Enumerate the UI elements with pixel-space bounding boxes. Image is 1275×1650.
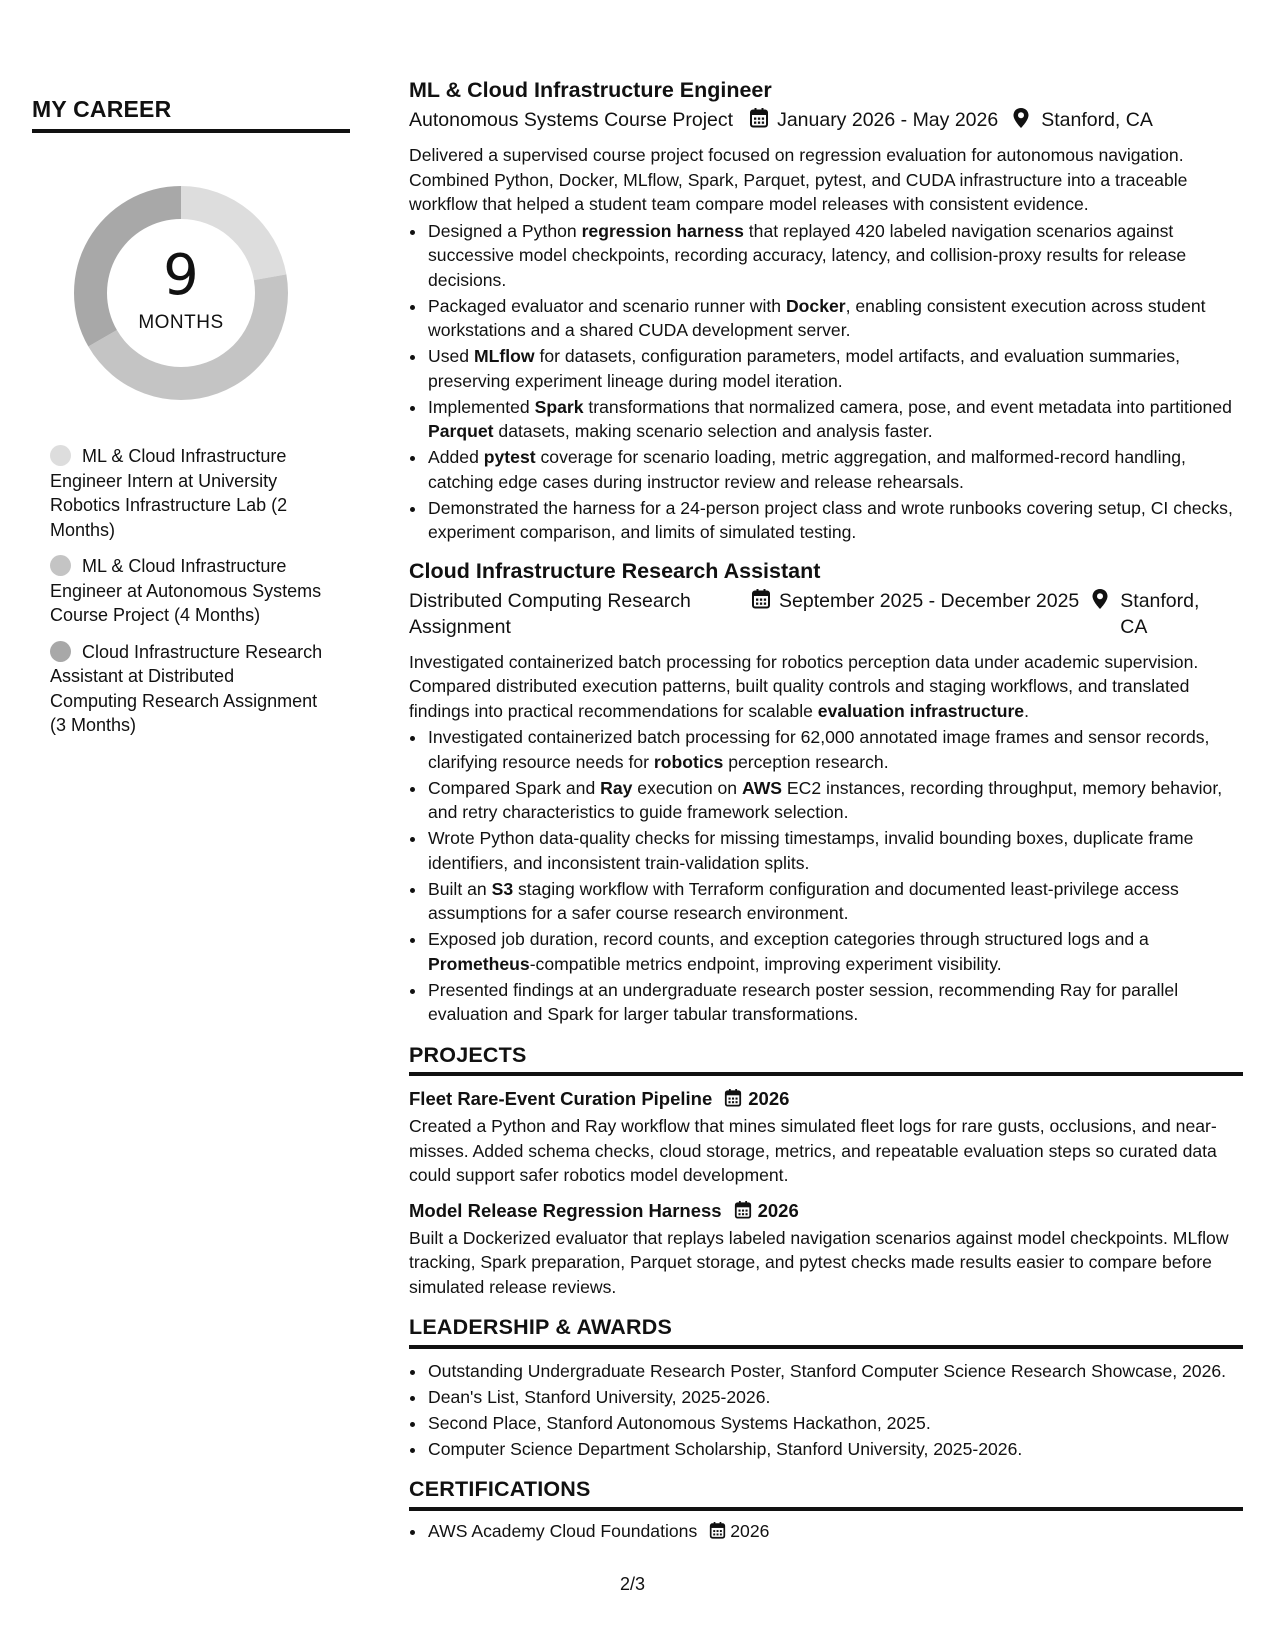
project-description: Built a Dockerized evaluator that replays labeled navigation scenarios against model checkpoints. MLflow tracking, Spark preparation, Parquet storage, and pytest checks made results easier to compare before simulated release reviews. [409, 1227, 1229, 1297]
career-heading: MY CAREER [32, 96, 350, 133]
project-year: 2026 [748, 1088, 790, 1109]
experience-entry [409, 557, 1243, 1027]
job-location: Stanford, CA [1041, 109, 1153, 131]
donut-center [66, 178, 296, 408]
project-title: Fleet Rare-Event Curation Pipeline [409, 1088, 713, 1109]
project-entry [409, 1086, 1243, 1188]
leadership-list [409, 1359, 1243, 1462]
job-location: Stanford, CA [1120, 589, 1200, 638]
job-organization: Autonomous Systems Course Project [409, 109, 734, 131]
bullet-item: • Added pytest coverage for scenario loading, metric aggregation, and malformed-record handling, catching edge cases during instructor review and release rehearsals. [427, 445, 1243, 494]
career-donut-chart [66, 178, 296, 408]
bullet-item: • Investigated containerized batch processing for 62,000 annotated image frames and sensor records, clarifying resource needs for robotics perception research. [427, 725, 1243, 774]
bullet-item: • Exposed job duration, record counts, and exception categories through structured logs and a Prometheus-compatible metrics endpoint, improving experiment visibility. [427, 927, 1243, 976]
legend-item [50, 640, 325, 738]
certification-year: 2026 [730, 1520, 770, 1541]
leadership-heading: LEADERSHIP & AWARDS [409, 1315, 1243, 1349]
total-months-unit: MONTHS [138, 312, 224, 333]
job-title: Cloud Infrastructure Research Assistant [409, 558, 821, 583]
job-dates: September 2025 - December 2025 [779, 589, 1080, 612]
career-legend [50, 444, 325, 738]
projects-heading: PROJECTS [409, 1043, 1243, 1077]
certifications-heading: CERTIFICATIONS [409, 1477, 1243, 1511]
bullet-item: • Demonstrated the harness for a 24-person project class and wrote runbooks covering setup, CI checks, experiment comparison, and limits of simulated testing. [427, 496, 1243, 545]
bullet-item: • Designed a Python regression harness that replayed 420 labeled navigation scenarios against successive model checkpoints, recording accuracy, latency, and collision-proxy results for release decisions. [427, 219, 1243, 293]
project-title: Model Release Regression Harness [409, 1199, 722, 1221]
job-summary: Investigated containerized batch processing for robotics perception data under academic supervision. Compared distributed execution patterns, built quality controls and staging workflows, and translated findings into practical recommendations for scalable evaluation infrastructure. [409, 651, 1199, 721]
award-item: • Second Place, Stanford Autonomous Systems Hackathon, 2025. [427, 1411, 1243, 1436]
map-pin-icon [1091, 588, 1111, 610]
page-number: 2/3 [620, 1574, 646, 1594]
project-title-row [409, 1198, 1243, 1224]
map-pin-icon [1012, 107, 1032, 129]
bullet-item: • Packaged evaluator and scenario runner with Docker, enabling consistent execution across student workstations and a shared CUDA development server. [427, 294, 1243, 343]
calendar-icon [734, 1200, 752, 1220]
calendar-icon [724, 1088, 742, 1108]
project-year: 2026 [757, 1199, 799, 1221]
job-bullets [409, 219, 1243, 545]
job-organization: Distributed Computing Research Assignment [409, 589, 691, 638]
bullet-item: • Presented findings at an undergraduate research poster session, recommending Ray for parallel evaluation and Spark for larger tabular transformations. [427, 978, 1243, 1027]
job-dates: January 2026 - May 2026 [777, 109, 999, 131]
experience-entry [409, 76, 1243, 545]
career-sidebar [32, 96, 350, 750]
bullet-item: • Wrote Python data-quality checks for missing timestamps, invalid bounding boxes, duplicate frame identifiers, and inconsistent train-validation splits. [427, 826, 1243, 875]
award-item: • Computer Science Department Scholarship, Stanford University, 2025-2026. [427, 1437, 1243, 1462]
project-description: Created a Python and Ray workflow that mines simulated fleet logs for rare gusts, occlusions, and near-misses. Added schema checks, cloud storage, metrics, and repeatable evaluation steps so curated data could support safer robotics model development. [409, 1116, 1217, 1185]
calendar-icon [749, 107, 769, 129]
certifications-list [409, 1519, 1243, 1544]
legend-dot [50, 641, 71, 662]
calendar-icon [709, 1521, 726, 1540]
job-title: ML & Cloud Infrastructure Engineer [409, 78, 772, 102]
project-entry [409, 1198, 1243, 1300]
job-meta [409, 588, 1243, 640]
project-title-row [409, 1086, 1243, 1112]
legend-label: Cloud Infrastructure Research Assistant at Distributed Computing Research Assignment (3 Months) [50, 641, 323, 735]
legend-label: ML & Cloud Infrastructure Engineer at Autonomous Systems Course Project (4 Months) [50, 556, 322, 625]
legend-dot [50, 555, 71, 576]
resume-main [409, 76, 1243, 1545]
calendar-icon [751, 588, 771, 610]
award-item: • Outstanding Undergraduate Research Poster, Stanford Computer Science Research Showcase, 2026. [427, 1359, 1243, 1384]
certification-item [427, 1519, 1243, 1544]
legend-dot [50, 445, 71, 466]
certification-name: AWS Academy Cloud Foundations [428, 1520, 698, 1541]
job-summary: Delivered a supervised course project focused on regression evaluation for autonomous navigation. Combined Python, Docker, MLflow, Spark, Parquet, pytest, and CUDA infrastructure into a traceable workflow that helped a student team compare model releases with consistent evidence. [409, 145, 1188, 214]
legend-item [50, 554, 325, 628]
job-meta [409, 107, 1243, 133]
total-months-value: 9 [163, 243, 199, 308]
award-item: • Dean's List, Stanford University, 2025-2026. [427, 1385, 1243, 1410]
bullet-item: • Implemented Spark transformations that normalized camera, pose, and event metadata into partitioned Parquet datasets, making scenario selection and analysis faster. [427, 395, 1243, 444]
legend-item [50, 444, 325, 542]
bullet-item: • Used MLflow for datasets, configuration parameters, model artifacts, and evaluation summaries, preserving experiment lineage during model iteration. [427, 344, 1243, 393]
bullet-item: • Built an S3 staging workflow with Terraform configuration and documented least-privilege access assumptions for a safer course research environment. [427, 877, 1243, 926]
bullet-item: • Compared Spark and Ray execution on AWS EC2 instances, recording throughput, memory behavior, and retry characteristics to guide framework selection. [427, 776, 1243, 825]
legend-label: ML & Cloud Infrastructure Engineer Intern at University Robotics Infrastructure Lab (2 Months) [50, 446, 288, 540]
job-bullets [409, 725, 1243, 1027]
